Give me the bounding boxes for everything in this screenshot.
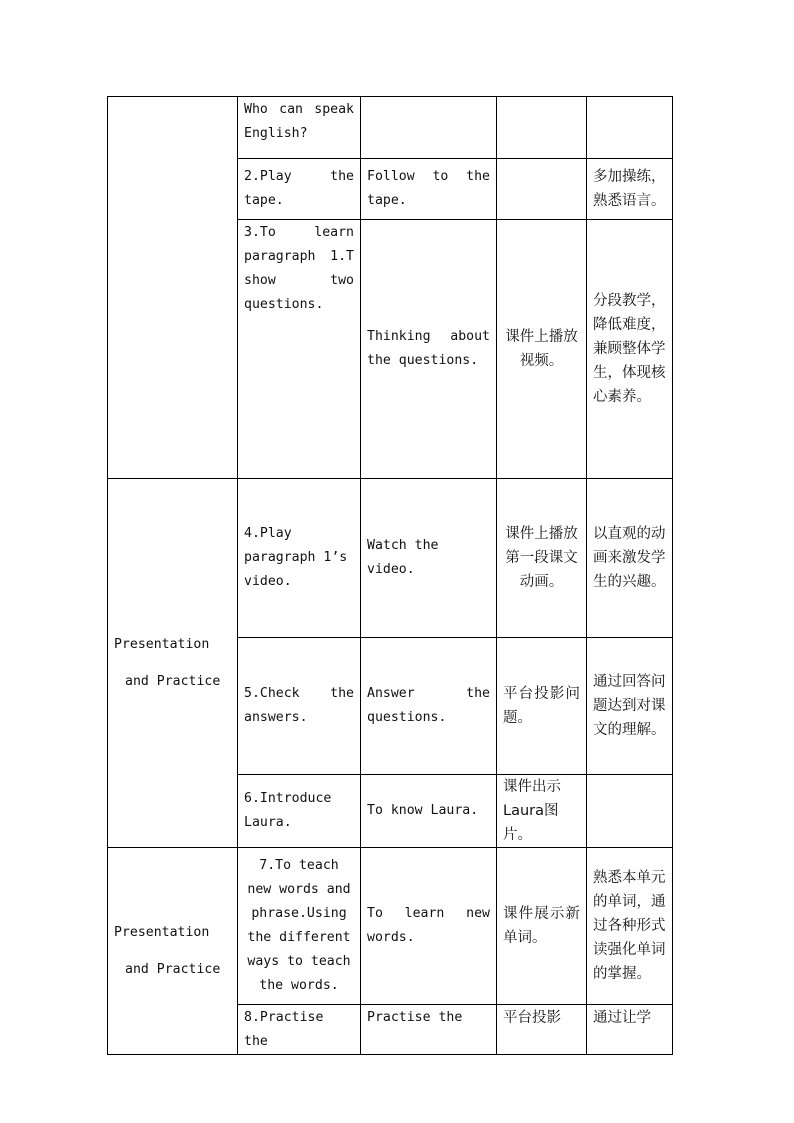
media-cell [497, 159, 587, 220]
student-activity-cell: Answer the questions. [361, 638, 497, 775]
student-activity-cell: To know Laura. [361, 775, 497, 848]
media-cell: 课件上播放视频。 [497, 220, 587, 479]
teacher-activity-cell: 3.To learn paragraph 1.T show two questions. [238, 220, 361, 479]
stage-label-line2: and Practice [125, 674, 221, 689]
purpose-cell: 通过回答问题达到对课文的理解。 [587, 638, 673, 775]
stage-cell [108, 848, 238, 1055]
teacher-activity-cell: 4.Play paragraph 1’s video. [238, 479, 361, 638]
student-activity-cell: Thinking about the questions. [361, 220, 497, 479]
table-row [108, 848, 673, 1005]
teacher-activity-cell: 7.To teach new words and phrase.Using the different ways to teach the words. [238, 848, 361, 1005]
media-cell: 课件展示新单词。 [497, 848, 587, 1005]
purpose-cell: 以直观的动画来激发学生的兴趣。 [587, 479, 673, 638]
purpose-cell: 分段教学，降低难度，兼顾整体学生，体现核心素养。 [587, 220, 673, 479]
student-activity-cell: To learn new words. [361, 848, 497, 1005]
student-activity-cell: Practise the [361, 1005, 497, 1055]
teacher-activity-cell: 8.Practise the [238, 1005, 361, 1055]
teacher-activity-cell: 6.Introduce Laura. [238, 775, 361, 848]
purpose-cell: 熟悉本单元的单词，通过各种形式读强化单词的掌握。 [587, 848, 673, 1005]
stage-label-line1: Presentation [114, 637, 210, 652]
teacher-activity-cell: 2.Play the tape. [238, 159, 361, 220]
teacher-activity-cell: 5.Check the answers. [238, 638, 361, 775]
purpose-cell [587, 775, 673, 848]
stage-cell [108, 479, 238, 848]
stage-label-line1: Presentation [114, 925, 210, 940]
student-activity-cell: Watch the video. [361, 479, 497, 638]
teacher-activity-cell: Who can speak English? [238, 97, 361, 159]
purpose-cell [587, 97, 673, 159]
media-cell: 课件上播放第一段课文动画。 [497, 479, 587, 638]
media-cell: 课件出示Laura图片。 [497, 775, 587, 848]
purpose-cell: 通过让学 [587, 1005, 673, 1055]
media-cell: 平台投影问题。 [497, 638, 587, 775]
table-row [108, 479, 673, 638]
student-activity-cell [361, 97, 497, 159]
media-cell [497, 97, 587, 159]
stage-cell-empty [108, 97, 238, 479]
table-row [108, 97, 673, 159]
stage-label-line2: and Practice [125, 962, 221, 977]
lesson-plan-table [107, 96, 673, 1055]
media-cell: 平台投影 [497, 1005, 587, 1055]
student-activity-cell: Follow to the tape. [361, 159, 497, 220]
purpose-cell: 多加操练，熟悉语言。 [587, 159, 673, 220]
